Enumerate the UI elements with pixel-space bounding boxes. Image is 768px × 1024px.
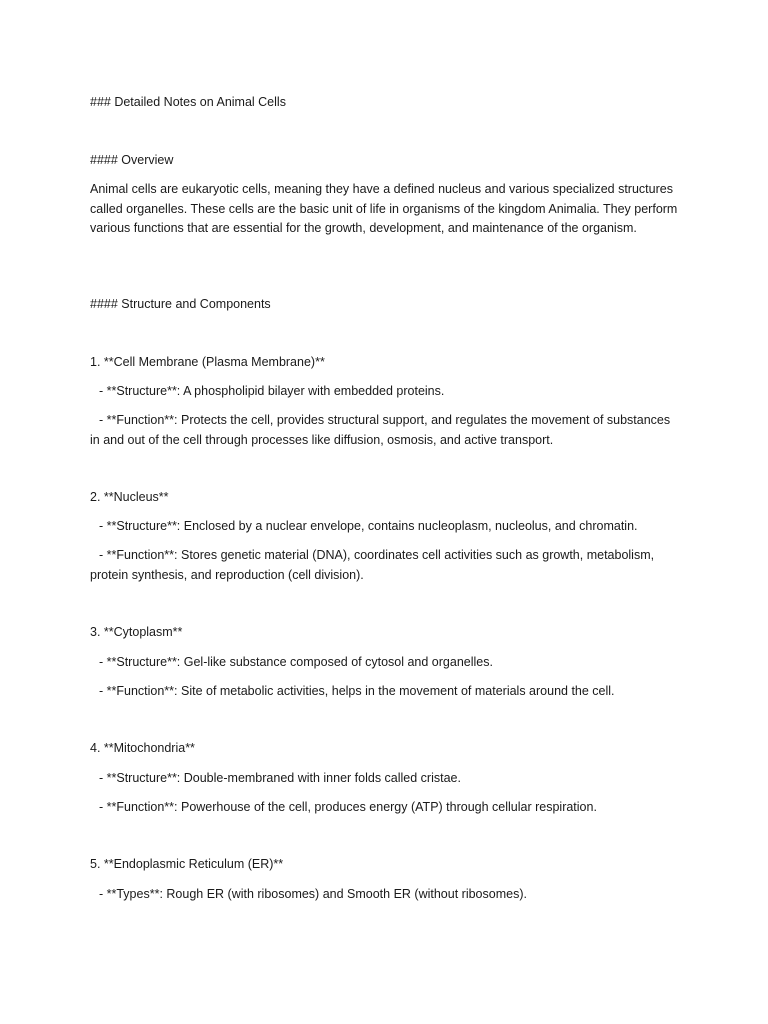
- item-4-heading: 4. **Mitochondria**: [90, 741, 195, 755]
- structure-heading: #### Structure and Components: [90, 297, 271, 311]
- overview-paragraph: Animal cells are eukaryotic cells, meaning they have a defined nucleus and various specialized structures called organelles. These cells are the basic unit of life in organisms of the kingdom Animalia. They perform various functions that are essential for the growth, development, and maintenance of the organism.: [90, 182, 678, 235]
- item-4-function: [90, 798, 690, 818]
- item-3-function: [90, 682, 690, 702]
- item-4-structure: [90, 769, 690, 789]
- item-5-heading: 5. **Endoplasmic Reticulum (ER)**: [90, 857, 284, 871]
- item-3-structure: [90, 653, 690, 673]
- item-2-heading: 2. **Nucleus**: [90, 490, 169, 504]
- item-1-structure-text: - **Structure**: A phospholipid bilayer with embedded proteins.: [99, 384, 445, 398]
- item-5-types-text: - **Types**: Rough ER (with ribosomes) and Smooth ER (without ribosomes).: [99, 887, 527, 901]
- item-1-structure: [90, 382, 690, 402]
- item-5-types: [90, 885, 690, 905]
- item-3-structure-text: - **Structure**: Gel-like substance composed of cytosol and organelles.: [99, 655, 493, 669]
- item-1-function: - **Function**: Protects the cell, provides structural support, and regulates the movement of substances in and out of the cell through processes like diffusion, osmosis, and active transport.: [90, 413, 671, 447]
- item-2-structure-text: - **Structure**: Enclosed by a nuclear envelope, contains nucleoplasm, nucleolus, and chromatin.: [99, 519, 638, 533]
- overview-heading: #### Overview: [90, 153, 174, 167]
- item-2-function: - **Function**: Stores genetic material (DNA), coordinates cell activities such as growth, metabolism, protein synthesis, and reproduction (cell division).: [90, 548, 655, 582]
- item-1-heading: 1. **Cell Membrane (Plasma Membrane)**: [90, 355, 325, 369]
- item-4-structure-text: - **Structure**: Double-membraned with inner folds called cristae.: [99, 771, 461, 785]
- item-3-function-text: - **Function**: Site of metabolic activities, helps in the movement of materials around the cell.: [99, 684, 615, 698]
- item-4-function-text: - **Function**: Powerhouse of the cell, produces energy (ATP) through cellular respiration.: [99, 800, 597, 814]
- document-title: ### Detailed Notes on Animal Cells: [90, 95, 286, 109]
- item-2-structure: [90, 517, 690, 537]
- item-3-heading: 3. **Cytoplasm**: [90, 625, 183, 639]
